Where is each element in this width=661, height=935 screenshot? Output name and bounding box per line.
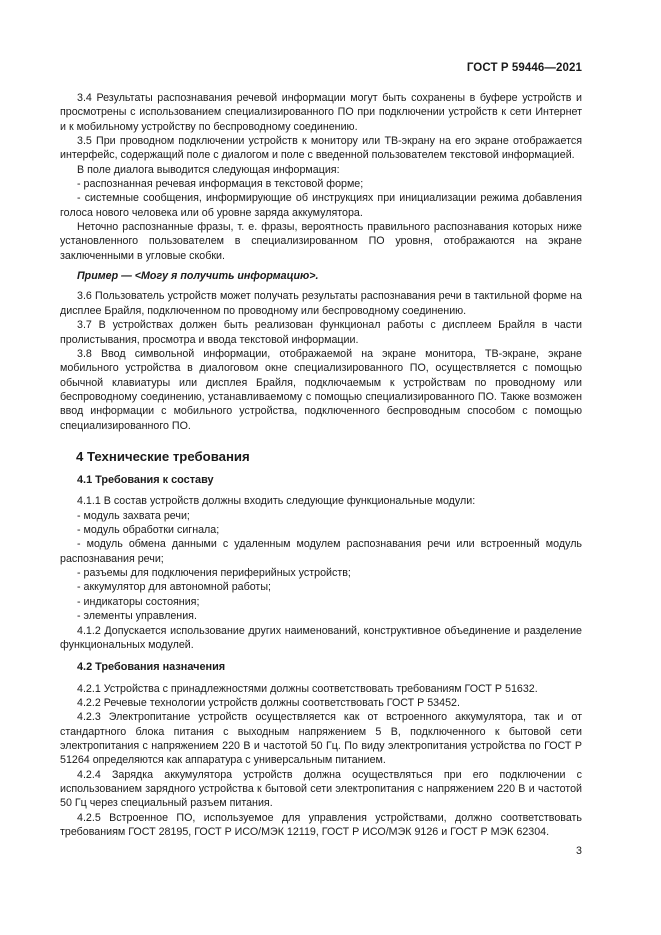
list-item: - разъемы для подключения периферийных устройств; bbox=[77, 567, 351, 580]
paragraph-4-1-2: 4.1.2 Допускается использование других наименований, конструктивное объединение и разделение функциональных модулей. bbox=[60, 624, 582, 651]
example-label: Пример — bbox=[77, 270, 132, 283]
section-4-2-title: 4.2 Требования назначения bbox=[77, 661, 226, 674]
list-item: - модуль обмена данными с удаленным модулем распознавания речи или встроенный модуль распознавания речи; bbox=[60, 538, 582, 565]
list-item: - модуль захвата речи; bbox=[77, 509, 190, 522]
list-item: - аккумулятор для автономной работы; bbox=[77, 581, 271, 594]
paragraph-3-7: 3.7 В устройствах должен быть реализован функционал работы с дисплеем Брайля в части пролистывания, просмотра и ввода текстовой информации. bbox=[60, 319, 582, 346]
list-item: - модуль обработки сигнала; bbox=[77, 524, 220, 537]
example-end: . bbox=[315, 270, 319, 283]
paragraph-4-2-1: 4.2.1 Устройства с принадлежностями должны соответствовать требованиям ГОСТ Р 51632. bbox=[77, 682, 538, 695]
paragraph-4-2-4: 4.2.4 Зарядка аккумулятора устройств должна осуществляться при его подключении с использованием зарядного устройства к бытовой сети электропитания с напряжением 220 В и частотой 50 Гц через специальный разъем питания. bbox=[60, 768, 582, 810]
paragraph-3-5: 3.5 При проводном подключении устройств к монитору или ТВ-экрану на его экране отображается интерфейс, содержащий поле с диалогом и поле с введенной пользователем текстовой информацией. bbox=[60, 135, 582, 162]
paragraph-3-6: 3.6 Пользователь устройств может получать результаты распознавания речи в тактильной форме на дисплее Брайля, подключенном по проводному или беспроводному соединению. bbox=[60, 290, 582, 317]
paragraph-3-5-list-intro: В поле диалога выводится следующая информация: bbox=[77, 163, 340, 176]
paragraph-4-2-3: 4.2.3 Электропитание устройств осуществляется как от встроенного аккумулятора, так и от стандартного блока питания с выходным напряжением 5 В, подключенного к бытовой сети электропитания с напряжением 220 В и частотой 50 Гц. По виду электропитания устройства по ГОСТ Р 51264 определяются как аппаратура с универсальным питанием. bbox=[60, 711, 582, 767]
document-code: ГОСТ Р 59446—2021 bbox=[466, 62, 582, 74]
page-content bbox=[60, 91, 582, 839]
list-item: - элементы управления. bbox=[77, 610, 197, 623]
list-item: - системные сообщения, информирующие об инструкциях при инициализации режима добавления голоса нового человека или об уровне заряда аккумулятора. bbox=[60, 192, 582, 219]
section-4-title: 4 Технические требования bbox=[76, 448, 250, 464]
paragraph-4-1-1: 4.1.1 В состав устройств должны входить следующие функциональные модули: bbox=[77, 495, 476, 508]
list-item: - распознанная речевая информация в текстовой форме; bbox=[77, 178, 364, 191]
paragraph-4-2-5: 4.2.5 Встроенное ПО, используемое для управления устройствами, должно соответствовать требованиям ГОСТ 28195, ГОСТ Р ИСО/МЭК 12119, ГОСТ Р ИСО/МЭК 9126 и ГОСТ Р МЭК 62304. bbox=[60, 811, 582, 839]
page-number: 3 bbox=[576, 845, 582, 857]
paragraph-3-8: 3.8 Ввод символьной информации, отображаемой на экране монитора, ТВ-экране, экране мобильного устройства в диалоговом окне специализированного ПО, осуществляется с помощью обычной клавиатуры или дисплея Брайля, подключаемым к устройствам по проводному или беспроводному соединению, устанавливаемому с помощью специализированного ПО. Также возможен ввод информации с мобильного устройства, подключенного беспроводным способом с помощью специализированного ПО. bbox=[60, 347, 582, 432]
paragraph-3-4: 3.4 Результаты распознавания речевой информации могут быть сохранены в буфере устройств и просмотрены с использованием специализированного ПО при подключении устройств к сети Интернет и к мобильному устройству по беспроводному соединению. bbox=[60, 92, 582, 133]
paragraph-3-5-note: Неточно распознанные фразы, т. е. фразы, вероятность правильного распознавания которых ниже установленного пользователем в специализированном ПО уровня, отображаются на экране заключенными в угловые скобки. bbox=[60, 221, 582, 262]
section-4-1-title: 4.1 Требования к составу bbox=[77, 473, 214, 486]
example-text: <Могу я получить информацию> bbox=[134, 270, 316, 283]
example-line bbox=[60, 269, 582, 283]
paragraph-4-2-2: 4.2.2 Речевые технологии устройств должны соответствовать ГОСТ Р 53452. bbox=[77, 697, 460, 710]
list-item: - индикаторы состояния; bbox=[77, 595, 200, 608]
